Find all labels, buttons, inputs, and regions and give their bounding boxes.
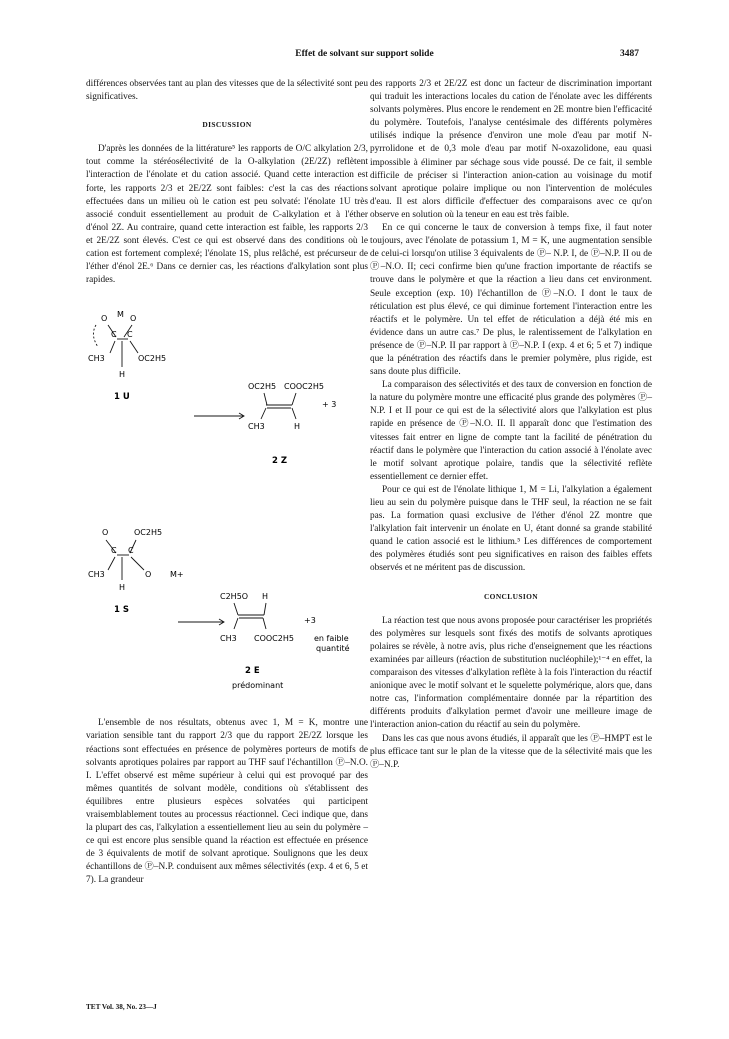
atom-h: H	[119, 583, 126, 593]
plus-product-3: +3	[304, 616, 316, 626]
atom-h: H	[294, 422, 301, 432]
paragraph-conversion: En ce qui concerne le taux de conversion à temps fixe, il faut noter toujours, avec l'énolate de potassium 1, M = K, une augmentation sensible de celui-ci lorsqu'on utilise 3 équivalents de Ⓟ– N.P. I, de Ⓟ–N.P. II ou de Ⓟ–N.O. II; ceci confirme bien qu'une fraction importante de réactifs se trouve dans le polymère et que la réaction a lieu dans cet environment. Seule exception (exp. 10) l'échantillon de Ⓟ–N.O. I dont le taux de réticulation est plus élevé, ce qui diminue fortement l'interaction entre les réactifs et le polymère. Un tel effet de réticulation a déjà été mis en évidence dans un autre cas.⁷ De plus, le ralentissement de l'alkylation en présence de Ⓟ–N.P. II par rapport à Ⓟ–N.P. I (exp. 4 et 6; 5 et 7) indique que la pénétration des réactifs dans le premier polymère, plus rigide, est sans doute plus difficile.	[370, 223, 652, 378]
compound-label-2e: 2 E	[245, 666, 260, 677]
low-quantity-note: quantité	[316, 644, 350, 654]
group-cooc2h5: COOC2H5	[284, 382, 324, 392]
paragraph-continued: différences observées tant au plan des vitesses que de la sélectivité sont peu significatives.	[86, 79, 368, 103]
reaction-scheme	[86, 295, 368, 717]
paragraph-results: L'ensemble de nos résultats, obtenus avec 1, M = K, montre une variation sensible tant du rapport 2/3 que du rapport 2E/2Z lorsque les réactions sont effectuées en présence de polymères porteurs de motifs de solvants aprotiques polaires par rapport au THF sauf l'échantillon Ⓟ–N.O. I. L'effet observé est même supérieur à celui qui est provoqué par des mêmes quantités de solvant modèle, conditions où s'établissent des équilibres entre plusieurs espèces solvatées qui participent vraisemblablement toutes au processus réactionnel. Ceci indique que, dans la plupart des cas, l'alkylation a essentiellement lieu au sein du polymère – ce qui est encore plus sensible quand la réaction est effectuée en présence de 3 équivalents de motif de solvant aprotique. Soulignons que les deux échantillons de Ⓟ–N.P. conduisent aux mêmes sélectivités (exp. 4 et 6, 5 et 7). La grandeur	[86, 718, 368, 886]
counterion: M+	[170, 570, 184, 580]
atom-m: M	[117, 310, 124, 320]
left-column	[86, 78, 368, 888]
atom-o: O	[130, 314, 137, 324]
conclusion-heading: CONCLUSION	[483, 591, 539, 601]
paragraph-conclusion: La réaction test que nous avons proposée pour caractériser les propriétés des polymères sur lesquels sont fixés des motifs de solvants aprotiques polaires se révèle, à notre avis, plus riche d'enseignement que les réactions examinées par ailleurs (réaction de substitution nucléophile);¹⁻⁴ en effet, la comparaison des vitesses d'alkylation reflète à la fois l'interaction du réactif anionique avec le motif solvant et le squelette polymérique, alors que, dans notre cas, l'information complémentaire donnée par la répartition des différents produits d'alkylation permet d'avoir une meilleure image de l'interaction anion-cation du réactif au sein du polymère.	[370, 615, 652, 731]
reaction-scheme-drawing	[86, 295, 368, 717]
atom-o: O	[101, 314, 108, 324]
paragraph-discussion: D'après les données de la littérature⁵ les rapports de O/C alkylation 2/3, tout comme la stéréosélectivité de la O-alkylation (2E/2Z) reflètent l'interaction de l'énolate et du cation associé. Quand cette interaction est forte, les rapports 2/3 et 2E/2Z sont faibles: c'est la cas des réactions effectuées dans un milieu où le cation est peu solvaté: l'énolate 1U très associé conduit essentiellement au produit de C-alkylation et à l'éther d'énol 2Z. Au contraire, quand cette interaction est faible, les rapports 2/3 et 2E/2Z sont élevés. C'est ce qui est observé dans des conditions où le cation est fortement complexé; l'énolate 1S, plus relâché, est précurseur de l'éther d'énol 2E.⁶ Dans ce dernier cas, les réactions d'alkylation sont plus rapides.	[86, 144, 368, 286]
page-number: 3487	[620, 49, 639, 59]
atom-o: O	[145, 570, 152, 580]
group-ch3: CH3	[220, 634, 237, 644]
compound-label-1u: 1 U	[114, 392, 130, 403]
low-quantity-note: en faible	[314, 634, 349, 644]
group-ch3: CH3	[88, 570, 105, 580]
running-title: Effet de solvant sur support solide	[295, 49, 434, 59]
group-oc2h5: OC2H5	[138, 354, 167, 364]
journal-footer: TET Vol. 38, No. 23—J	[86, 1003, 157, 1011]
atom-h: H	[119, 370, 126, 380]
group-oc2h5: OC2H5	[248, 382, 277, 392]
atom-h: H	[262, 592, 269, 602]
group-oc2h5: OC2H5	[134, 528, 163, 538]
compound-label-2z: 2 Z	[272, 456, 288, 467]
atom-c: C	[111, 330, 117, 340]
group-c2h5o: C2H5O	[220, 592, 249, 602]
predominant-note: prédominant	[232, 681, 284, 691]
atom-c: C	[127, 330, 133, 340]
compound-label-1s: 1 S	[114, 605, 129, 616]
paragraph-continued: des rapports 2/3 et 2E/2Z est donc un facteur de discrimination important qui traduit les interactions locales du cation de l'énolate avec les différents solvants polymères. Plus encore le rendement en 2E montre bien l'efficacité du polymère. Toutefois, l'analyse centésimale des différents polymères utilisés indique la présence d'environ une mole d'eau par motif N-pyrrolidone et de 0,3 mole d'eau par motif N-oxazolidone, eau quasi impossible à éliminer par séchage sous vide poussé. De ce fait, il semble difficile de préciser si l'interaction anion-cation au voisinage du motif solvant aprotique polaire implique ou non l'intervention de molécules d'eau. Il est alors difficile d'effectuer des comparaisons avec ce qu'on observe en solution où la teneur en eau est très faible.	[370, 79, 652, 220]
right-column	[370, 78, 652, 772]
atom-o: O	[102, 528, 109, 538]
paragraph-lithium: Pour ce qui est de l'énolate lithique 1, M = Li, l'alkylation a également lieu au sein du polymère puisque dans le THF seul, la réaction ne se fait pas. La formation quasi exclusive de l'éther d'énol 2Z montre que l'alkylation fait intervenir un énolate en U, étant donné sa grande stabilité quand le cation associé est le lithium.⁵ Les différences de comportement des polymères étudiés sont peu significatives en raison des faibles effets observés et ne méritent pas de discussion.	[370, 484, 652, 574]
group-ch3: CH3	[88, 354, 105, 364]
plus-product-3: + 3	[322, 400, 337, 410]
paragraph-selectivity: La comparaison des sélectivités et des taux de conversion en fonction de la nature du polymère montre une efficacité plus grande des polymères Ⓟ–N.P. I et II pour ce qui est de la sélectivité alors que l'alkylation est plus rapide en présence de Ⓟ–N.O. II. Il apparaît donc que l'estimation des vitesses fait entrer en ligne de compte tant la facilité de pénétration du réactif dans le polymère que l'interaction du cation associé à l'énolate avec le motif solvant aprotique polaire, tandis que la sélectivité reflète essentiellement ce dernier effet.	[370, 380, 652, 482]
atom-c: C	[111, 546, 117, 556]
paragraph-conclusion: Dans les cas que nous avons étudiés, il apparaît que les Ⓟ–HMPT est le plus efficace tant sur le plan de la vitesse que de la sélectivité mais que les Ⓟ–N.P.	[370, 733, 652, 770]
group-ch3: CH3	[248, 422, 265, 432]
discussion-heading: DISCUSSION	[202, 120, 252, 130]
atom-c: C	[128, 546, 134, 556]
group-cooc2h5: COOC2H5	[254, 634, 294, 644]
